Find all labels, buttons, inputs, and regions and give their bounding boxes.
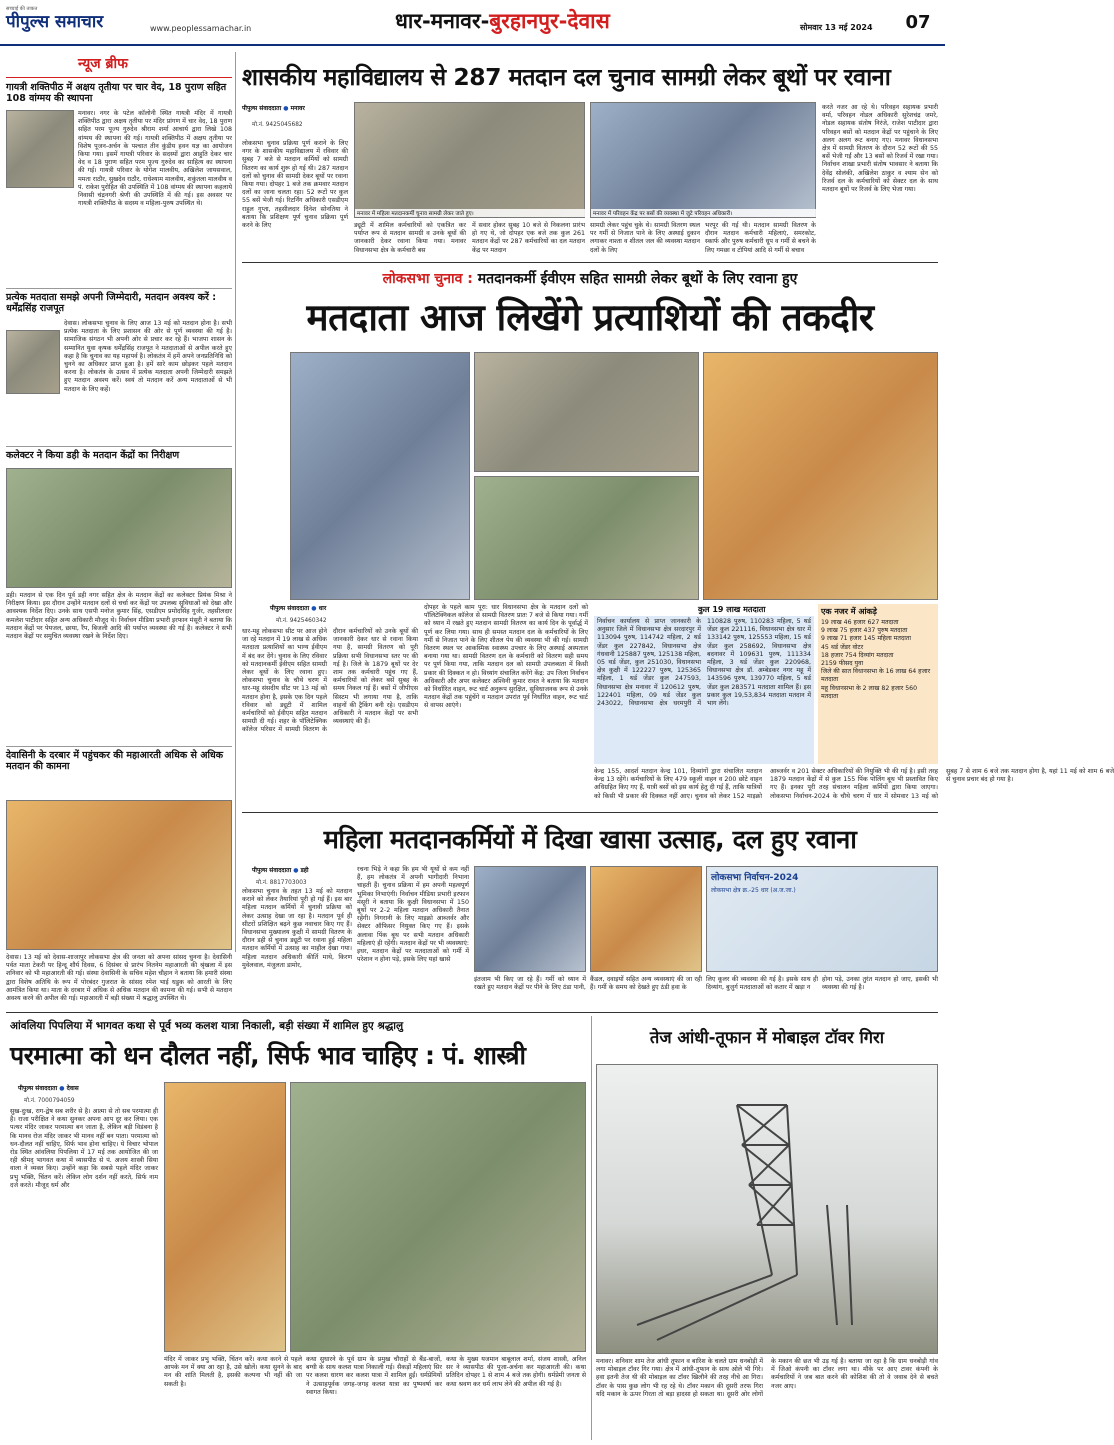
lead-kicker [242, 268, 938, 290]
top-story-col6: करते नजर आ रहे थे। परिवहन सहायक प्रभारी वर्मा, परिवहन नोडल अधिकारी सुरेशचंद्र जमरे, नोडल सहायक संतोष निरंजे, राजेश पाटीदार द्वारा परिवहन बसों को मतदान केंद्रों पर पहुंचाने के लिए अलग अलग रूट बनाए गए। मनावर विधानसभा क्षेत्र में सामग्री वितरण के दौरान 52 रूटों की 55 बसें भेजी गईं और 13 बसों को रिजर्व में रखा गया। निर्वाचन शाखा प्रभारी संतोष भावसार ने बताया कि देवेंद्र सोलंकी, अखिलेश ठाकुर व श्याम सेन को रिजर्व दल के कर्मचारियों को सेक्टर दल के साथ मतदान बूथों पर रिजर्व के लिए भेजा गया। [822, 104, 938, 194]
katha-col2: मंदिर में जाकर प्रभु भक्ति, चिंतन करें। कथा करने से पहले आपके मन में क्या आ रहा है, उसे खोलें। कथा सुनने के बाद मन की शांति मिलती है, इसकी कल्पना भी नहीं की जा सकती है। [164, 1356, 302, 1388]
left-column-divider [235, 52, 236, 952]
lead-reporter: पीपुल्स संवाददाता [270, 605, 310, 612]
total-voters-title: कुल 19 लाख मतदाता [698, 605, 766, 614]
top-story-col5: भरपूर की गई थी। मतदान सामग्री वितरण के दौरान मतदान कर्मचारी महिलाएं, समरकोट, स्कार्फ और पुरुष कर्मचारी धूप व गर्मी से बचने के लिए गमछा व टोपियां आदि से गर्मी से बचाव [705, 222, 816, 254]
women-bottom-rule [6, 1012, 938, 1013]
stats-text: निर्वाचन कार्यालय से प्राप्त जानकारी के अनुसार जिले में विधानसभा क्षेत्र सरदारपुर में 113094 पुरुष, 114742 महिला, 2 थर्ड जेंडर कुल 227842, विधानसभा क्षेत्र गंधवानी 125887 पुरुष, 125138 महिला, 05 थर्ड जेंडर, कुल 251030, विधानसभा क्षेत्र कुक्षी में 122227 पुरुष, 125365 महिला, 1 थर्ड जेंडर कुल 247593, विधानसभा क्षेत्र मनावर में 120612 पुरुष, 122401 महिला, 09 थर्ड जेंडर कुल 243022, विधानसभा क्षेत्र धरमपुरी में 110828 पुरुष, 110283 महिला, 5 थर्ड जेंडर कुल 221116, विधानसभा क्षेत्र धार में 133142 पुरुष, 125553 महिला, 15 थर्ड जेंडर कुल 258692, विधानसभा क्षेत्र बदनावर में 109631 पुरुष, 111334 महिला, 3 थर्ड जेंडर कुल 220968, विधानसभा क्षेत्र डॉ. अम्बेडकर नगर महू में 143596 पुरुष, 139770 महिला, 5 थर्ड जेंडर कुल 283571 मतदाता शामिल हैं। इस प्रकार कुल 19,53,834 मतदाता मतदान में भाग लेंगे। [594, 616, 814, 764]
top-story-caption-1: मनावर में महिला मतदानकर्मी चुनाव सामग्री लेकर जाते हुए। [355, 209, 586, 217]
issue-date: सोमवार 13 मई 2024 [800, 23, 873, 32]
glance-item: 45 थर्ड जेंडर वोटर [821, 643, 864, 651]
news-brief-column [6, 52, 232, 1003]
voting-banner-title: लोकसभा निर्वाचन-2024 [711, 873, 799, 883]
section-title-b: बुरहानपुर-देवास [489, 9, 610, 33]
news-brief-label-text: न्यूज ब्रीफ [78, 56, 128, 72]
women-col1: लोकसभा चुनाव के तहत 13 मई को मतदान कराने को लेकर तैयारियां पूरी हो गई हैं। इस बार महिला मतदान कर्मियों में चुनावी प्रक्रिया को लेकर उत्साह देखा जा रहा है। मतदान पूर्व ही सीटरों प्रशिक्षित बढ़ने कुछ नवाचार किए गए हैं। विधानसभा मुख्यालय कुक्षी में सामग्री वितरण के दौरान डही से चुनाव ड्यूटी पर रवाना हुई महिला मतदान कर्मियों में उत्साह का माहौल देखा गया। महिला मतदान अधिकारी कीर्ति माथे, किरण मुवेलवाल, मंजुलता डामोर, [242, 888, 352, 969]
top-story-bottom-rule [242, 262, 938, 263]
glance-item: 9 लाख 71 हजार 145 महिला मतदाता [821, 635, 911, 643]
lead-bottom-text: केन्द्र 155, आदर्श मतदान केन्द्र 101, दिव्यांगों द्वारा संचालित मतदान केन्द्र 13 रहेंगे। कर्मचारियों के लिए 479 स्कूली वाहन व 200 छोटे वाहन अधिग्रहित किए गए हैं, यात्री बसों को इस कार्य हेतु दी गई हैं, ताकि यात्रियों को किसी भी प्रकार की दिक्कत नहीं आए। चुनाव को लेकर 152 माइक्रो आब्जर्वर व 201 सेक्टर अधिकारियों की नियुक्ति भी की गई है। इसी तरह 1879 मतदान केंद्रों में से कुल 155 पिंक पोलिंग बूथ भी प्रस्तावित किए गए हैं। इनका पूरी तरह संचालन महिला कर्मियों द्वारा किया जाएगा। लोकसभा निर्वाचन-2024 के चौथे चरण में धार में सोमवार 13 मई को सुबह 7 से शाम 6 बजे तक मतदान होगा है, यहां 11 मई को शाम 6 बजे से चुनाव प्रचार बंद हो गया है। [594, 768, 1114, 800]
katha-reporter: पीपुल्स संवाददाता [18, 1085, 58, 1092]
brief-2-photo [6, 330, 60, 394]
stats-box [594, 604, 814, 764]
brief-2-title: प्रत्येक मतदाता समझे अपनी जिम्मेदारी, मतदान अवश्य करें : धर्मेंद्रसिंह राजपूत [6, 292, 217, 314]
brief-3-photo [6, 468, 232, 588]
fallen-tower-icon [597, 1065, 939, 1355]
lead-photo-2 [474, 352, 699, 472]
katha-col3: कथा सुधारने के पूर्व ग्राम के प्रमुख चौराहों से बैंड-बाजों, बग्घी के साथ कलश यात्रा निकाली गई। सैकड़ों महिलाएं सिर पर कलश धारण कर कलश यात्रा में शामिल हुईं। धर्मप्रेमियों ने उत्साहपूर्वक जगह-जगह कलश यात्रा का पुष्पवर्षा कर स्वागत किया। [306, 1356, 442, 1396]
masthead-rule [0, 44, 945, 46]
top-story-byline [242, 104, 348, 112]
blue-dot-icon: ● [311, 605, 317, 612]
women-col4: कैंडल, दवाइयों सहित अन्य व्यवस्थाएं की जा रही हैं। गर्मी के समय को देखते हुए ठंडी हवा के [590, 976, 702, 992]
top-story-photo-1 [354, 102, 585, 218]
women-mobile: मो.नं. 8817703003 [256, 880, 307, 886]
publication-logo [6, 6, 146, 40]
lead-photo-3 [474, 476, 699, 600]
top-story-reporter: पीपुल्स संवाददाता [242, 105, 282, 112]
katha-place: देवास [66, 1085, 79, 1092]
logo-tagline: सच्चाई की ताकत [6, 6, 38, 12]
glance-item: 9 लाख 75 हजार 437 पुरुष मतदाता [821, 627, 908, 635]
website-url[interactable]: www.peoplessamachar.in [150, 24, 252, 33]
katha-col4: कथा के मुख्य यजमान बाबूलाल शर्मा, संजय शास्त्री, अनिल सर ने व्यासपीठ की पूजा-अर्चना कर महाआरती की। कथा प्रतिदिन दोपहर 1 से शाम 4 बजे तक होगी। धर्मप्रेमी जनता से कथा श्रवण कर धर्म लाभ लेने की अपील की गई है। [446, 1356, 586, 1388]
logo-text: पीपुल्स समाचार [6, 12, 104, 32]
katha-photo-1 [164, 1082, 286, 1352]
brief-4-photo [6, 800, 232, 950]
women-photo-3 [706, 866, 938, 972]
brief-2-text: देवास। लोकसभा चुनाव के लिए आज 13 मई को मतदान होना है। सभी प्रत्येक मतदाता के लिए प्रशासन की ओर से पूर्ण व्यवस्था की गई है। सामाजिक संगठन भी अपनी ओर से प्रचार कर रहे हैं। भाजपा शासन के सम्मानित युवा कृषक धर्मेंद्रसिंह राजपूत ने मतदाताओं से अपील करते हुए कहा है कि चुनाव का यह महापर्व है। लोकतंत्र में हमें अपने जनप्रतिनिधि को चुनने का अधिकार प्राप्त हुआ है। हमें सारे काम छोड़कर पहले मतदान करना है। लोकतंत्र के उत्सव में प्रत्येक मतदाता अपनी जिम्मेदारी समझते हुए मतदान अवश्य करें। स्वयं तो मतदान करें अन्य मतदाताओं से भी मतदान के लिए कहें। [64, 320, 232, 393]
lead-col2: दोपहर के पहले काम पूरा: धार विधानसभा क्षेत्र के मतदान दलों को पॉलिटेक्निकल कॉलेज से सामग्री वितरण प्रातः 7 बजे से किया गया। गर्मी को ध्यान में रखते हुए मतदान सामग्री वितरण का कार्य दिन के पूर्वार्द्ध में पूर्ण कर लिया गया। साथ ही समस्त मतदान दल के कर्मचारियों के लिए गर्मी से निजात पाने के लिए शीतल पेय की व्यवस्था भी की गई। सामग्री वितरण स्थल पर आकस्मिक स्वास्थ्य उपचार के लिए अस्थाई अस्पताल बनाया गया था। सामग्री वितरण दल के कर्मचारी को वितरण सही समय पर पूर्ण किया गया, ताकि मतदान दल को सामग्री उपलब्धता में किसी प्रकार की दिक्कत न हो। विध्यांग संचालित करेंगे केंद्र: उप जिला निर्वाचन अधिकारी और अपर कलेक्टर अश्विनी कुमार रावत ने बताया कि मतदान को निर्धारित वाहन, रूट चार्ट अनुरूप सुरक्षित, सुविधाजनक रूप से उनके मतदान केंद्रों तक पहुंचेंगे व मतदान उपरांत पूर्व निर्धारित वाहन, रूट चार्ट से वापस आएंगे। [424, 604, 588, 710]
women-reporter: पीपुल्स संवाददाता [252, 867, 292, 874]
news-brief-label [6, 52, 232, 78]
katha-kicker: आंवलिया पिपलिया में भागवत कथा से पूर्व भव्य कलश यात्रा निकाली, बड़ी संख्या में शामिल हुए श्रद्धालु [10, 1020, 404, 1032]
section-title [395, 6, 695, 36]
brief-4-title: देवासिनी के दरबार में पहुंचकर की महाआरती अधिक से अधिक मतदान की कामना [6, 750, 224, 772]
glance-item: जिले की सात विधानसभा के 16 लाख 64 हजार मतदाता [821, 668, 931, 684]
top-story-place: मनावर [290, 105, 305, 112]
brief-1-title: गायत्री शक्तिपीठ में अक्षय तृतीया पर चार वेद, 18 पुराण सहित 108 वांग्मय की स्थापना [6, 82, 227, 104]
brief-divider-2 [6, 446, 232, 447]
brief-1-photo [6, 110, 74, 188]
glance-box [818, 604, 938, 764]
lead-bottom-rule [242, 812, 938, 813]
lead-kicker-red: लोकसभा चुनाव : [382, 271, 473, 287]
glance-item: 18 हजार 754 दिव्यांग मतदाता [821, 651, 894, 659]
glance-list [818, 619, 938, 701]
lead-photo-4 [703, 352, 938, 600]
page-number: 07 [905, 12, 931, 33]
katha-photo-2 [290, 1082, 586, 1352]
tower-photo [596, 1064, 938, 1354]
top-story-col1: लोकसभा चुनाव प्रक्रिया पूर्ण कराने के लिए नगर के शासकीय महाविद्यालय में रविवार की सुबह 7 बजे से मतदान कर्मियों को सामग्री वितरण का कार्य शुरू हो गई थी। 287 मतदान दलों को चुनाव की सामग्री देकर बूथों पर रवाना किया गया। दोपहर 1 बजे तक क्रमवार मतदान दलों का जाना चलता रहा। 52 रूटों पर कुल 55 बसें भेजी गई। रिटर्निंग अधिकारी एसडीएम राहुल गुप्ता, तहसीलदार दिनेश सोनतिया ने बताया कि प्रशिक्षण पूर्ण चुनाव प्रक्रिया पूर्ण करने के लिए [242, 140, 348, 230]
glance-title: एक नजर में आंकड़े [821, 607, 877, 616]
top-story-mobile: मो.नं. 9425045682 [252, 122, 303, 128]
katha-byline [18, 1084, 158, 1092]
section-title-a: धार-मनावर- [395, 9, 490, 33]
women-col5: लिए कूलर की व्यवस्था की गई है। इसके साथ ही दिव्यांग, बुजुर्ग मतदाताओं को कतार में खड़ा न [706, 976, 818, 992]
lead-photo-1 [290, 352, 470, 600]
lead-byline [270, 604, 430, 612]
lead-col1: धार-महू लोकसभा सीट पर आज होने जा रहे मतदान में 19 लाख से अधिक मतदाता प्रत्याशियों का भाग्य ईवीएम में बंद कर देंगे। चुनाव के लिए रविवार को मतदानकर्मी ईवीएम सहित सामग्री लेकर बूथों के लिए रवाना हुए। लोकसभा चुनाव के चौथे चरण में धार-महू संसदीय सीट पर 13 मई को मतदान होना है, इसके एक दिन पहले रविवार को ड्यूटी में शामिल कर्मचारियों को ईवीएम सहित मतदान सामग्री दी गई। शहर के पॉलिटेक्निक कॉलेज परिसर में सामग्री वितरण के दौरान कर्मचारियों को उनके बूथों की जानकारी देकर धार से रवाना किया गया है, सामग्री वितरण को पूरी प्रक्रिया सभी विधानसभा स्तर पर की गई है। जिले के 1879 बूथों पर देर शाम तक कर्मचारी पहुंच गए हैं, कर्मचारियों को लेकर बसें सुबह के समय निकल गई हैं। बसों में जीपीएस सिस्टम भी लगाया गया है, ताकि वाहनों की ट्रैकिंग बनी रहे। एसडीएम अधिकारी ने मतदान केंद्रों पर सभी व्यवस्थाएं की हैं। [242, 628, 418, 734]
top-story-headline: शासकीय महाविद्यालय से 287 मतदान दल चुनाव सामग्री लेकर बूथों पर रवाना [242, 63, 891, 91]
blue-dot-icon: ● [283, 105, 289, 112]
katha-mobile: मो.नं. 7000794059 [24, 1098, 75, 1104]
top-story-col4: सामग्री लेकर पहुंच चुके थे। सामग्री वितरण स्थल पर गर्मी से निजात पाने के लिए अस्थाई दुकान लगाकर नाश्ता व शीतल जल की व्यवस्था मतदान दलों के लिए [590, 222, 700, 254]
brief-3-text: डही। मतदान से एक दिन पूर्व डही नगर सहित क्षेत्र के मतदान केंद्रों का कलेक्टर प्रियंक मिश्रा ने निरीक्षण किया। इस दौरान उन्होंने मतदान दलों से चर्चा कर केंद्रों पर उपलब्ध सुविधाओं को देखा और आवश्यक निर्देश दिए। उनके साथ एसपी मनोज कुमार सिंह, एसडीएम प्रमोदसिंह गुर्जर, तहसीलदार कमलेश पाटीदार सहित अन्य अधिकारी मौजूद थे। निर्वाचन मीडिया प्रभारी इरफान मंसूरी ने बताया कि मतदान केंद्रों पर पेयजल, छाया, रैंप, बिजली आदि की पर्याप्त व्यवस्था की गई है। कलेक्टर ने सभी मतदान केंद्रों पर समुचित व्यवस्था रखने के निर्देश दिए। [6, 592, 232, 641]
katha-col1: सुख-दुःख, राग-द्वेष सब शरीर से है। आत्मा से तो सब परमात्मा ही है। राजा परीक्षित ने कथा सुनकर अपना आप दूर कर लिया। एक पत्थर मंदिर जाकर परमात्मा बन जाता है, लेकिन बड़ी विडंबना है कि मानव रोज मंदिर जाकर भी मानव नहीं बन पाता। परमात्मा को धन-दौलत नहीं चाहिए, सिर्फ भाव होना चाहिए। ये विचार भोपाल रोड स्थित आंवलिया पिपलिया में 17 मई तक आयोजित की जा रही श्रीमद् भागवत कथा में व्यासपीठ से पं. अजय शास्त्री सिया वाला ने व्यक्त किए। उन्होंने कहा कि सबसे पहले मंदिर जाकर प्रभु भक्ति, चिंतन करें। लेकिन लोग दर्शन नहीं करते, सिर्फ नाम दर्ज करते। मौजूद धर्म और [10, 1108, 158, 1189]
top-story-photo-2 [590, 102, 816, 218]
women-byline [252, 866, 362, 874]
women-place: डही [300, 867, 309, 874]
katha-headline: परमात्मा को धन दौलत नहीं, सिर्फ भाव चाहिए : पं. शास्त्री [10, 1041, 526, 1070]
women-col6: होना पड़े, उनका तुरंत मतदान हो जाए, इसकी भी व्यवस्था की गई है। [822, 976, 938, 992]
lead-kicker-text: मतदानकर्मी ईवीएम सहित सामग्री लेकर बूथों के लिए रवाना हुए [477, 271, 798, 287]
lead-headline: मतदाता आज लिखेंगे प्रत्याशियों की तकदीर [306, 296, 874, 339]
brief-3-title: कलेक्टर ने किया डही के मतदान केंद्रों का निरीक्षण [6, 450, 180, 461]
women-headline: महिला मतदानकर्मियों में दिखा खासा उत्साह, दल हुए रवाना [323, 825, 857, 855]
glance-item: महू विधानसभा के 2 लाख 82 हजार 560 मतदाता [821, 684, 918, 700]
brief-divider-3 [6, 746, 232, 747]
masthead [0, 0, 945, 46]
brief-4-text: देवास। 13 मई को देवास-शाजापुर लोकसभा क्षेत्र की जनता को अपना सांसद चुनना है। देवासिनी पर्वत माता टेकरी पर हिन्दू शौर्य दिवस, 6 दिसंबर से प्रारंभ नितनेम महाआरती की श्रृंखला में इस शनिवार को भी महाआरती की गई। संस्था देवासिनी के सचिव महेश चौहान ने बताया कि हमारी संस्था द्वारा विशेष अतिथि के रूप में पोरबंदर गुजरात के सांसद रमेश भाई धडुक को आरती के लिए आमंत्रित किया था। माता के दरबार में अधिक से अधिक मतदान की कामना की गई। सभी से मतदान अवश्य करने की अपील की गई। महाआरती में बड़ी संख्या में श्रद्धालु उपस्थित थे। [6, 954, 232, 1003]
brief-divider-1 [6, 288, 232, 289]
glance-item: 2159 फीसद युवा [821, 660, 864, 668]
blue-dot-icon: ● [59, 1085, 65, 1092]
glance-item: 19 लाख 46 हजार 627 मतदाता [821, 619, 899, 626]
top-story-caption-2: मनावर में परिवहन केंद्र पर बसों की व्यवस्था में जुटे परिवहन अधिकारी। [591, 209, 817, 217]
tower-headline: तेज आंधी-तूफान में मोबाइल टॉवर गिरा [649, 1028, 885, 1047]
women-photo-1 [474, 866, 586, 972]
women-photo-2 [590, 866, 702, 972]
blue-dot-icon: ● [293, 867, 299, 874]
bottom-column-divider [591, 1016, 592, 1440]
top-story-col3: में सवार होकर सुबह 10 बजे से निकलना प्रारंभ हो गए थे, जो दोपहर एक बजे तक कुल 261 मतदान केंद्रों पर 287 कर्मचारियों का दल मतदान केंद्र पर मतदान [472, 222, 585, 254]
top-story-col2: ड्यूटी में शामिल कर्मचारियों को एकत्रित कर पर्याप्त रूप से मतदान सामग्री व उनके बूथों की जानकारी देकर रवाना किया गया। मनावर विधानसभा क्षेत्र के कर्मचारी बस [354, 222, 466, 254]
brief-1-text: मनावर। नगर के पटेल कॉलोनी स्थित गायत्री मंदिर में गायत्री शक्तिपीठ द्वारा अक्षय तृतीया पर मंदिर प्रांगण में चार वेद, 18 पुराण सहित परम पूज्य गुरुदेव श्रीराम शर्मा आचार्य द्वारा लिखे 108 वांग्मय की स्थापना की गई। गायत्री शक्तिपीठ में अक्षय तृतीया पर विशेष पूजन-अर्चन के पश्चात तीन कुंडीय हवन यज्ञ का आयोजन किया गया। इसमें गायत्री परिवार के सदस्यों द्वारा आहुति देकर चार वेद व 18 पुराण सहित परम पूज्य गुरुदेव का साहित्य का स्थापना की गई। गायत्री परिवार के योगेश मालवीय, अखिलेश जायसवाल, ममता राठौर, सुखदेव राठौर, राधेश्याम मालवीय, शकुंतला मालवीय व पं. राकेश पुरोहित की उपस्थिति में 108 वांग्मय की स्थापना कहलाये निवासी चंद्रनगरी श्रेणी की उपस्थिति में की गई। इस अवसर पर गायत्री शक्तिपीठ के सदस्य व महिला-पुरुष उपस्थित थे। [78, 110, 232, 208]
women-col2: रचना भिड़े ने कहा कि हम भी यूथों से कम नहीं हैं, हम लोकतंत्र में अपनी भागीदारी निभाना चाहती हैं। चुनाव प्रक्रिया में हम अपनी महत्वपूर्ण भूमिका निभाएंगी। निर्वाचन मीडिया प्रभारी इरफान मंसूरी ने बताया कि कुक्षी विधानसभा में 150 बूथों पर 2-2 महिला मतदान अधिकारी तैनात रहेंगी। निगरानी के लिए माइक्रो आब्जर्वर और सेक्टर ऑफिसर नियुक्त किए गए हैं। इसके अलावा पिंक बूथ पर सभी मतदान अधिकारी महिलाएं ही रहेंगी। मतदान केंद्रों पर भी व्यवस्थाएं: इधर, मतदान केंद्रों पर मतदाताओं को गर्मी में परेशान न होना पड़े, इसके लिए यहां खासे [357, 866, 469, 964]
lead-mobile: मो.नं. 9425460342 [276, 618, 327, 624]
tower-text: मनावर। शनिवार शाम तेज आंधी तूफान व बारिश के चलते ग्राम धनबोड़ी में लगा मोबाइल टॉवर गिर गया। क्षेत्र में आंधी-तूफान के साथ ओले भी गिरे। हवा इतनी तेज थी की मोबाइल का टॉवर खिलौने की तरह नीचे आ गिरा। टॉवर के पास कुछ लोग भी रह रहे थे। टॉवर मकान की दूसरी तरफ गिरा यदि मकान के ऊपर गिरता तो बड़ा हादसा हो सकता था। दूसरी ओर लोगों के मकान की छत भी उड़ गई है। बताया जा रहा है कि ग्राम धनबोड़ी गांव में जिओ कंपनी का टॉवर लगा था। मौके पर आए टावर कंपनी के कर्मचारियों ने जब बात करने की कोशिश की तो वे जवाब देने से बचते नजर आए। [596, 1358, 938, 1398]
women-col3: इंतजाम भी किए जा रहे हैं। गर्मी को ध्यान में रखते हुए मतदान केंद्रों पर पीने के लिए ठंडा पानी, [474, 976, 586, 992]
lead-place: धार [318, 605, 327, 612]
voting-banner-sub: लोकसभा क्षेत्र क्र.-25 धार (अ.ज.जा.) [711, 887, 796, 894]
